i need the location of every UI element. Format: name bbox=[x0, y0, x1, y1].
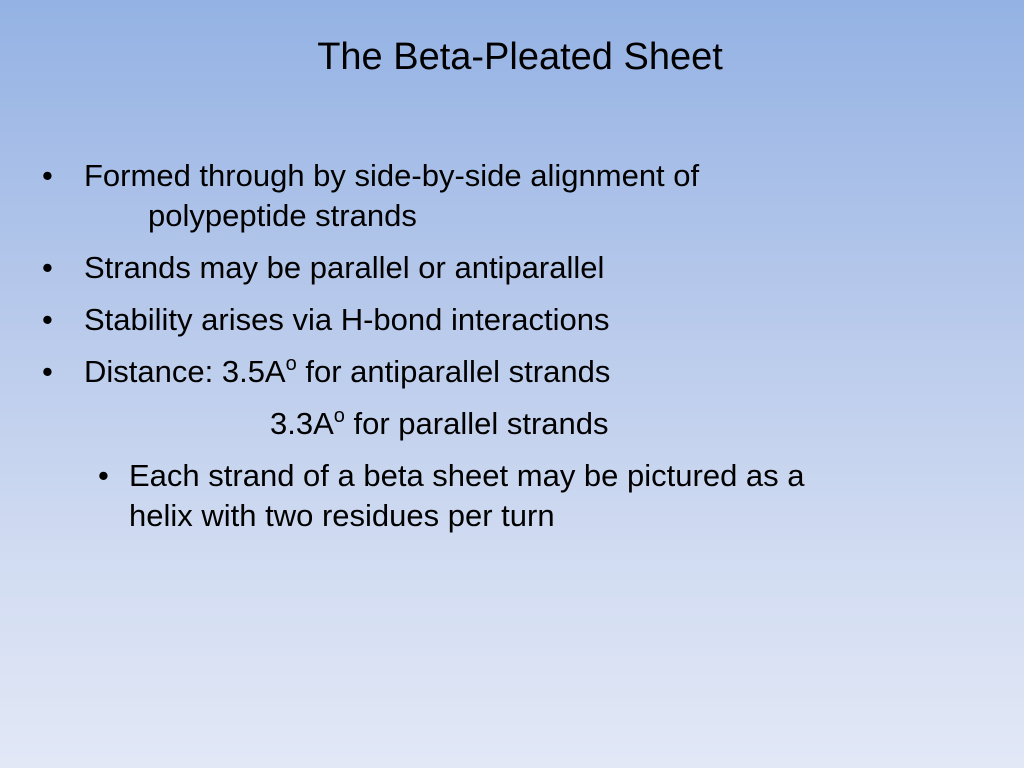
bullet-icon: • bbox=[42, 250, 53, 285]
bullet-item-1-continuation bbox=[42, 196, 1002, 236]
bullet-item-3 bbox=[42, 300, 1002, 340]
sub-bullet-text-line2: helix with two residues per turn bbox=[129, 498, 555, 533]
bullet-1-text: Formed through by side-by-side alignment of bbox=[84, 158, 700, 193]
bullet-item-1 bbox=[42, 156, 1002, 196]
sub-bullet-icon: • bbox=[98, 458, 109, 493]
bullet-icon: • bbox=[42, 158, 53, 193]
angstrom-superscript: o bbox=[333, 405, 345, 427]
bullet-3-text: Stability arises via H-bond interactions bbox=[84, 302, 610, 337]
bullet-1-text-line2: polypeptide strands bbox=[148, 198, 417, 233]
slide-body bbox=[42, 156, 1002, 536]
sub-bullet-item bbox=[42, 456, 1002, 496]
bullet-item-4-continuation bbox=[42, 404, 1002, 444]
distance-antiparallel-suffix: for antiparallel strands bbox=[296, 354, 611, 389]
distance-antiparallel-prefix: Distance: 3.5A bbox=[84, 354, 286, 389]
distance-parallel-prefix: 3.3A bbox=[270, 406, 334, 441]
sub-bullet-item-continuation bbox=[42, 496, 1002, 536]
angstrom-superscript: o bbox=[285, 353, 297, 375]
bullet-2-text: Strands may be parallel or antiparallel bbox=[84, 250, 605, 285]
bullet-icon: • bbox=[42, 302, 53, 337]
bullet-icon: • bbox=[42, 354, 53, 389]
bullet-item-4 bbox=[42, 352, 1002, 392]
sub-bullet-text: Each strand of a beta sheet may be pictured as a bbox=[129, 458, 805, 493]
slide-title: The Beta-Pleated Sheet bbox=[317, 36, 723, 78]
bullet-item-2 bbox=[42, 248, 1002, 288]
distance-parallel-suffix: for parallel strands bbox=[344, 406, 609, 441]
